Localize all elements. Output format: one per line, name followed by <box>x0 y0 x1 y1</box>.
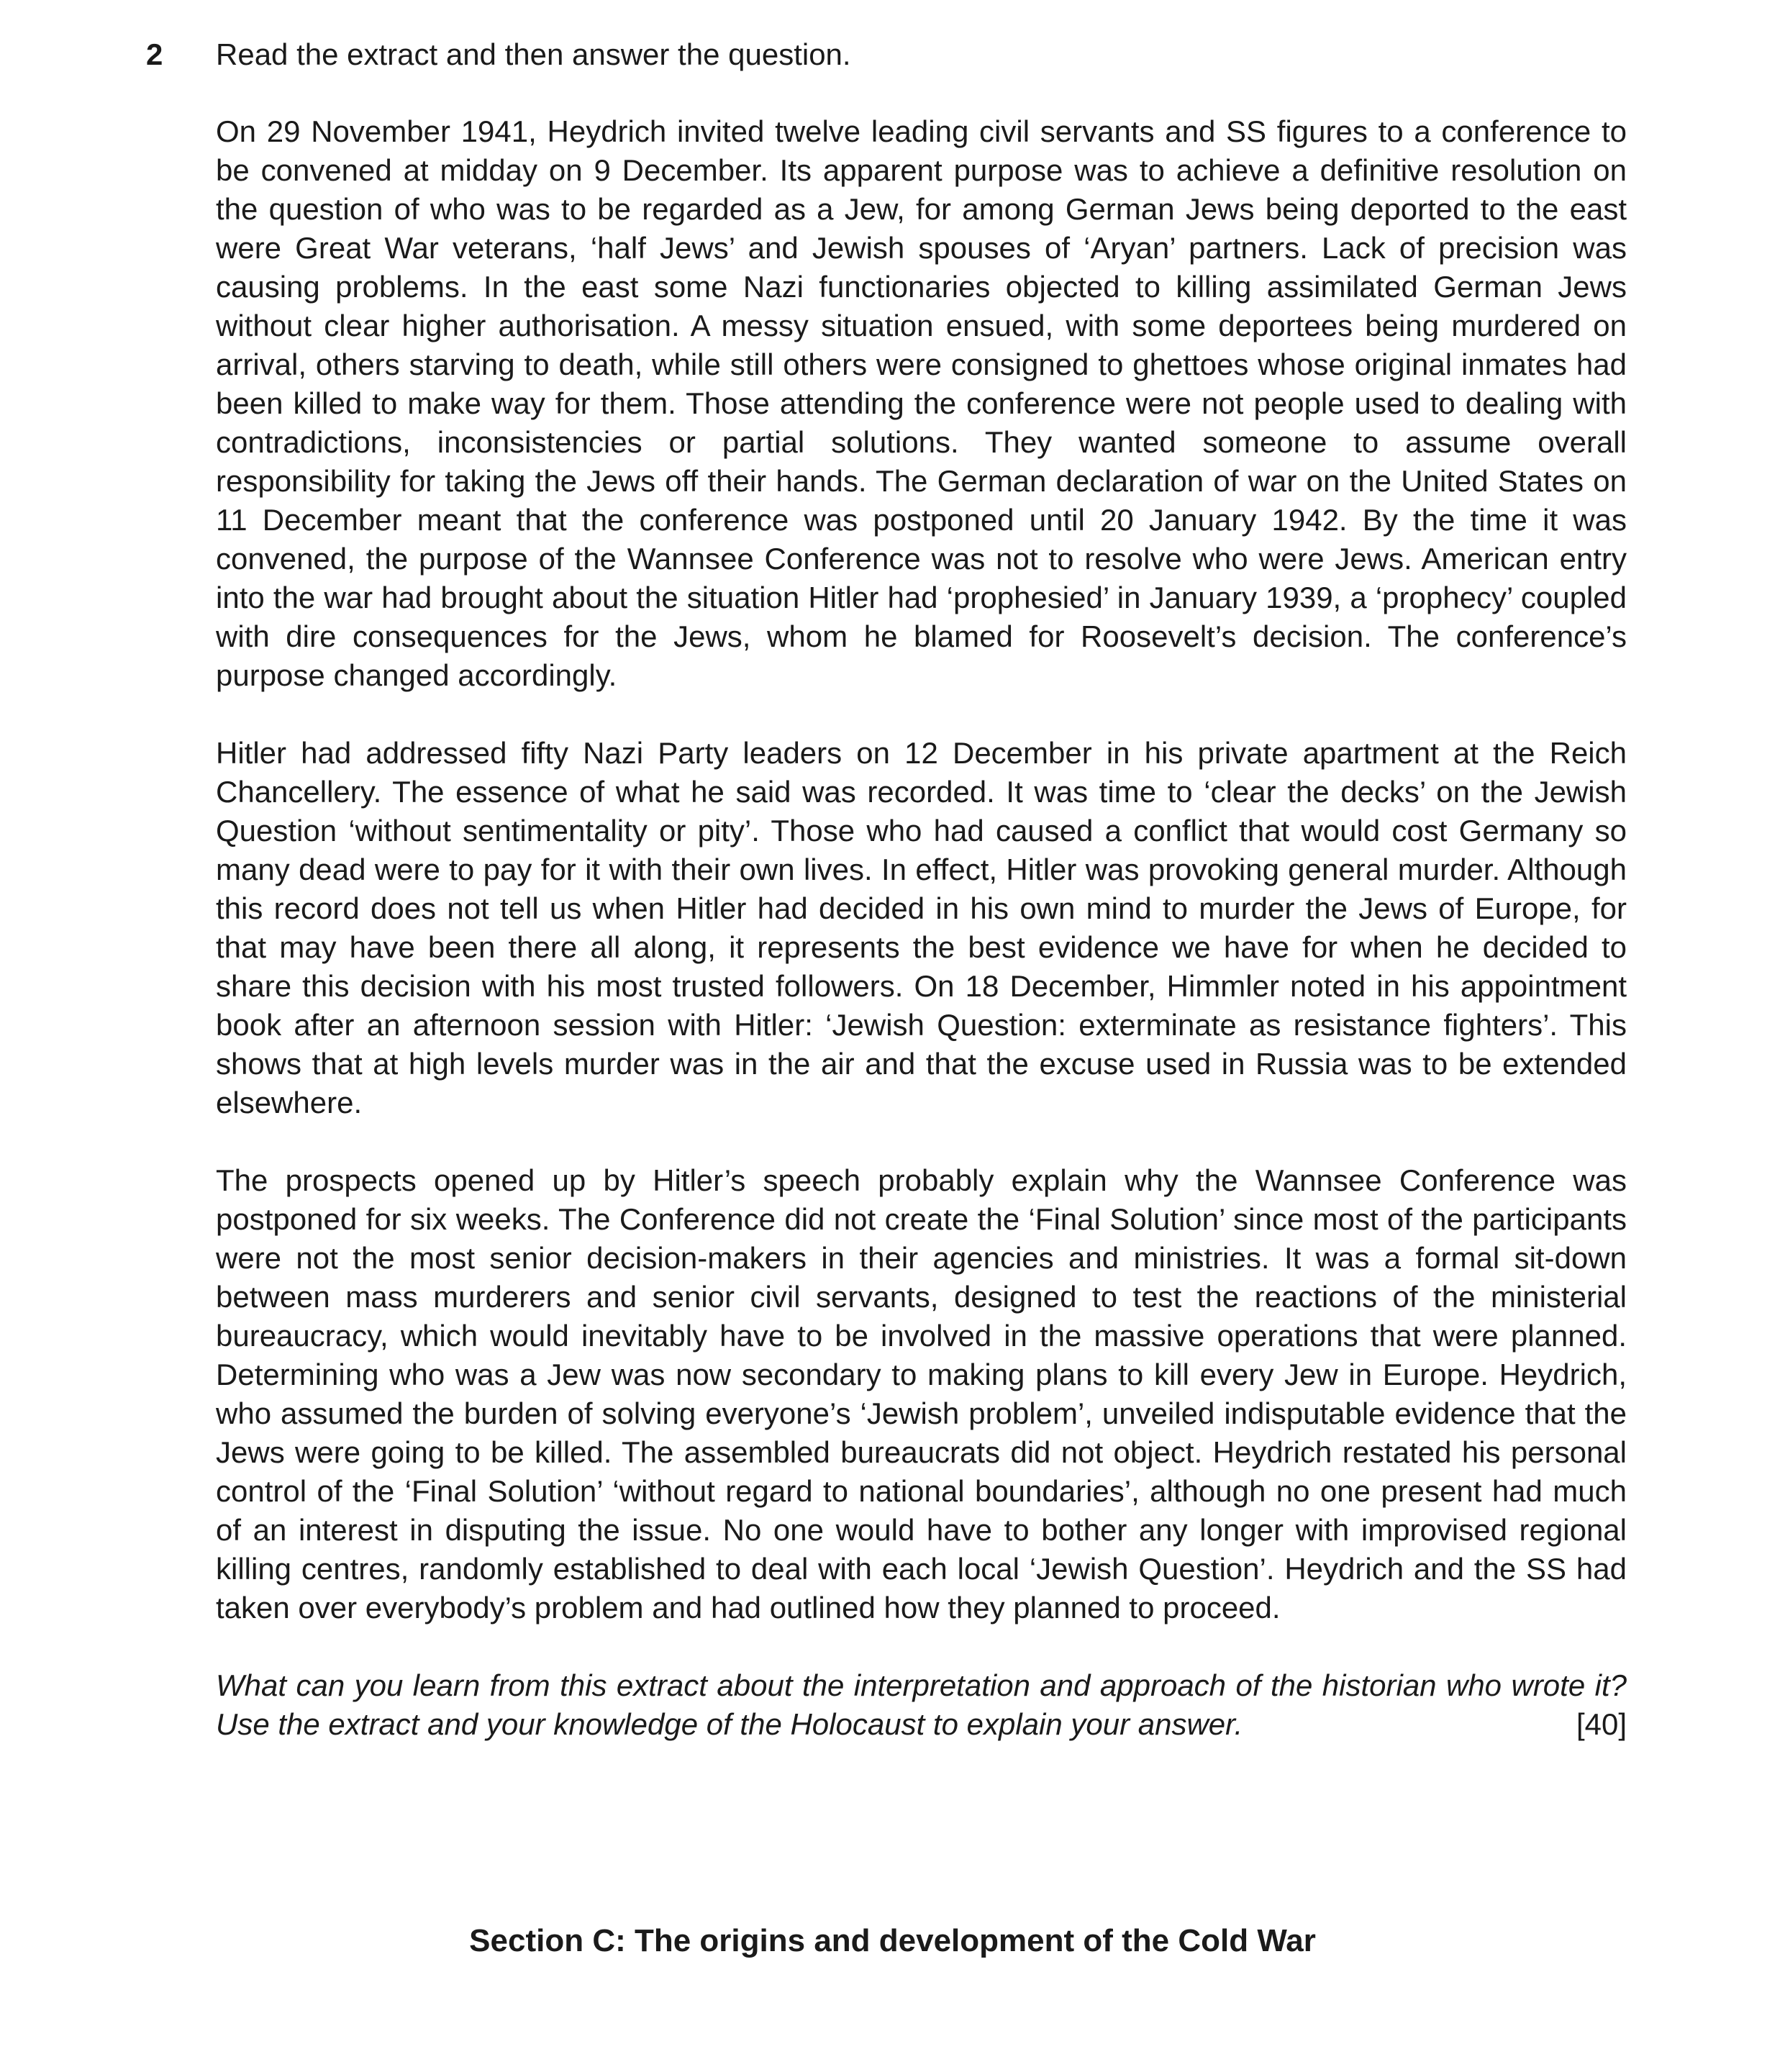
extract-paragraph-3: The prospects opened up by Hitler’s speech probably explain why the Wannsee Conference was postponed for six weeks. The Conference did not create the ‘Final Solution’ since most of the participants were not the most senior decision-makers in their agencies and ministries. It was a formal sit-down between mass murderers and senior civil servants, designed to test the reactions of the ministerial bureaucracy, which would inevitably have to be involved in the massive operations that were planned. Determining who was a Jew was now secondary to making plans to kill every Jew in Europe. Heydrich, who assumed the burden of solving everyone’s ‘Jewish problem’, unveiled indisputable evidence that the Jews were going to be killed. The assembled bureaucrats did not object. Heydrich restated his personal control of the ‘Final Solution’ ‘without regard to national boundaries’, although no one present had much of an interest in disputing the issue. No one would have to bother any longer with improvised regional killing centres, randomly established to deal with each local ‘Jewish Question’. Heydrich and the SS had taken over everybody’s problem and had outlined how they planned to proceed. <box>216 1163 1627 1625</box>
question-instruction: Read the extract and then answer the question. <box>216 37 851 71</box>
question-body <box>216 35 1627 1744</box>
question-prompt-text: What can you learn from this extract about the interpretation and approach of the historian who wrote it? Use the extract and your knowledge of the Holocaust to explain your answer. <box>216 1668 1627 1741</box>
extract-paragraph-2: Hitler had addressed fifty Nazi Party leaders on 12 December in his private apartment at the Reich Chancellery. The essence of what he said was recorded. It was time to ‘clear the decks’ on the Jewish Question ‘without sentimentality or pity’. Those who had caused a conflict that would cost Germany so many dead were to pay for it with their own lives. In effect, Hitler was provoking general murder. Although this record does not tell us when Hitler had decided in his own mind to murder the Jews of Europe, for that may have been there all along, it represents the best evidence we have for when he decided to share this decision with his most trusted followers. On 18 December, Himmler noted in his appointment book after an afternoon session with Hitler: ‘Jewish Question: exterminate as resistance fighters’. This shows that at high levels murder was in the air and that the excuse used in Russia was to be extended elsewhere. <box>216 736 1627 1119</box>
section-heading: Section C: The origins and development of the Cold War <box>469 1923 1316 1958</box>
question-marks: [40] <box>1576 1707 1627 1741</box>
question-prompt <box>216 1666 1627 1744</box>
question-number: 2 <box>146 37 163 71</box>
extract-paragraph-1: On 29 November 1941, Heydrich invited twelve leading civil servants and SS figures to a conference to be convened at midday on 9 December. Its apparent purpose was to achieve a definitive resolution on the question of who was to be regarded as a Jew, for among German Jews being deported to the east were Great War veterans, ‘half Jews’ and Jewish spouses of ‘Aryan’ partners. Lack of precision was causing problems. In the east some Nazi functionaries objected to killing assimilated German Jews without clear higher authorisation. A messy situation ensued, with some deportees being murdered on arrival, others starving to death, while still others were consigned to ghettoes whose original inmates had been killed to make way for them. Those attending the conference were not people used to dealing with contradictions, inconsistencies or partial solutions. They wanted someone to assume overall responsibility for taking the Jews off their hands. The German declaration of war on the United States on 11 December meant that the conference was postponed until 20 January 1942. By the time it was convened, the purpose of the Wannsee Conference was not to resolve who were Jews. American entry into the war had brought about the situation Hitler had ‘prophesied’ in January 1939, a ‘prophecy’ coupled with dire consequences for the Jews, whom he blamed for Roosevelt’s decision. The conference’s purpose changed accordingly. <box>216 114 1627 692</box>
